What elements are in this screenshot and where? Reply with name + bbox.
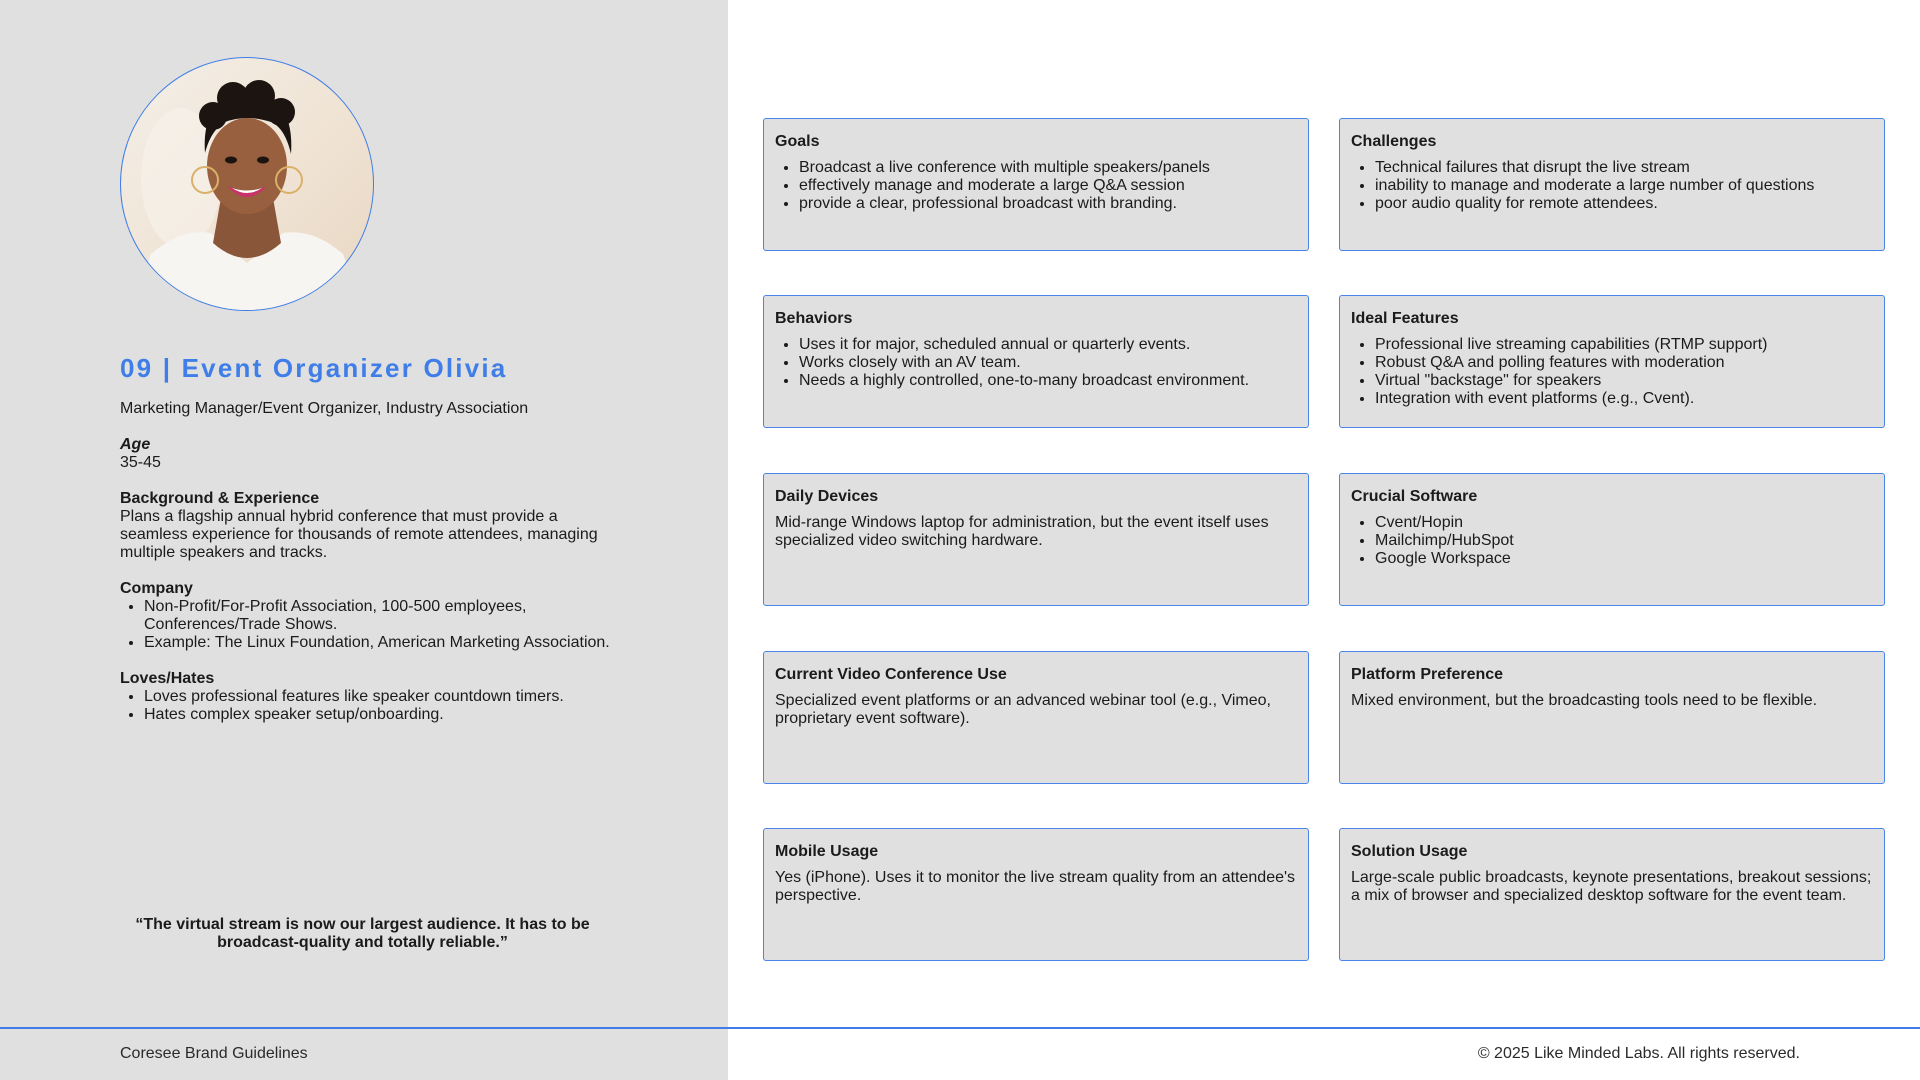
age-value: 35-45 bbox=[120, 454, 161, 471]
persona-details bbox=[120, 400, 610, 742]
card-text: Mixed environment, but the broadcasting tools need to be flexible. bbox=[1351, 692, 1818, 709]
card-title: Platform Preference bbox=[1351, 666, 1504, 683]
list-item: • poor audio quality for remote attendees. bbox=[1375, 195, 1873, 213]
list-item: • Virtual "backstage" for speakers bbox=[1375, 372, 1873, 390]
list-item: • Works closely with an AV team. bbox=[799, 354, 1297, 372]
card-text: Specialized event platforms or an advanced webinar tool (e.g., Vimeo, proprietary event software). bbox=[775, 692, 1271, 727]
footer-divider bbox=[0, 1027, 1920, 1029]
list-item: • Hates complex speaker setup/onboarding. bbox=[144, 706, 610, 724]
loves-hates-section bbox=[120, 670, 610, 724]
list-item: • Loves professional features like speaker countdown timers. bbox=[144, 688, 610, 706]
crucial-software-card bbox=[1339, 473, 1885, 606]
company-label: Company bbox=[120, 580, 193, 597]
card-title: Current Video Conference Use bbox=[775, 666, 1007, 683]
card-title: Solution Usage bbox=[1351, 843, 1468, 860]
company-section bbox=[120, 580, 610, 652]
list-item: • Robust Q&A and polling features with moderation bbox=[1375, 354, 1873, 372]
age-section bbox=[120, 436, 610, 472]
loves-hates-label: Loves/Hates bbox=[120, 670, 215, 687]
goals-list bbox=[775, 159, 1297, 213]
age-label: Age bbox=[120, 436, 151, 453]
challenges-list bbox=[1351, 159, 1873, 213]
mobile-usage-card bbox=[763, 828, 1309, 961]
list-item: • Non-Profit/For-Profit Association, 100-500 employees, Conferences/Trade Shows. bbox=[144, 598, 610, 634]
footer-brand: Coresee Brand Guidelines bbox=[120, 1045, 308, 1062]
current-video-card bbox=[763, 651, 1309, 784]
solution-usage-card bbox=[1339, 828, 1885, 961]
background-label: Background & Experience bbox=[120, 490, 320, 507]
list-item: • effectively manage and moderate a large Q&A session bbox=[799, 177, 1297, 195]
list-item: • Integration with event platforms (e.g., Cvent). bbox=[1375, 390, 1873, 408]
persona-avatar bbox=[120, 57, 374, 311]
card-text: Yes (iPhone). Uses it to monitor the live stream quality from an attendee's perspective. bbox=[775, 869, 1296, 904]
list-item: • Uses it for major, scheduled annual or quarterly events. bbox=[799, 336, 1297, 354]
list-item: • Professional live streaming capabilities (RTMP support) bbox=[1375, 336, 1873, 354]
card-title: Daily Devices bbox=[775, 488, 879, 505]
card-title: Goals bbox=[775, 133, 820, 150]
crucial-software-list bbox=[1351, 514, 1873, 568]
ideal-features-list bbox=[1351, 336, 1873, 408]
card-title: Challenges bbox=[1351, 133, 1437, 150]
daily-devices-card bbox=[763, 473, 1309, 606]
persona-photo-illustration bbox=[121, 58, 373, 310]
background-text: Plans a flagship annual hybrid conference that must provide a seamless experience for thousands of remote attendees, managing multiple speakers and tracks. bbox=[120, 508, 598, 561]
list-item: • Needs a highly controlled, one-to-many broadcast environment. bbox=[799, 372, 1297, 390]
ideal-features-card bbox=[1339, 295, 1885, 428]
card-text: Mid-range Windows laptop for administration, but the event itself uses specialized video switching hardware. bbox=[775, 514, 1269, 549]
list-item: • Cvent/Hopin bbox=[1375, 514, 1873, 532]
loves-hates-list bbox=[120, 688, 610, 724]
persona-role: Marketing Manager/Event Organizer, Industry Association bbox=[120, 400, 529, 417]
footer-copyright: © 2025 Like Minded Labs. All rights reserved. bbox=[1477, 1045, 1800, 1062]
list-item: • Mailchimp/HubSpot bbox=[1375, 532, 1873, 550]
list-item: • Example: The Linux Foundation, American Marketing Association. bbox=[144, 634, 610, 652]
platform-preference-card bbox=[1339, 651, 1885, 784]
list-item: • Broadcast a live conference with multiple speakers/panels bbox=[799, 159, 1297, 177]
card-title: Ideal Features bbox=[1351, 310, 1459, 327]
list-item: • Google Workspace bbox=[1375, 550, 1873, 568]
card-title: Crucial Software bbox=[1351, 488, 1478, 505]
challenges-card bbox=[1339, 118, 1885, 251]
goals-card bbox=[763, 118, 1309, 251]
list-item: • provide a clear, professional broadcast with branding. bbox=[799, 195, 1297, 213]
behaviors-list bbox=[775, 336, 1297, 390]
card-text: Large-scale public broadcasts, keynote presentations, breakout sessions; a mix of browser and specialized desktop software for the event team. bbox=[1351, 869, 1872, 904]
list-item: • Technical failures that disrupt the live stream bbox=[1375, 159, 1873, 177]
card-title: Behaviors bbox=[775, 310, 853, 327]
persona-quote: “The virtual stream is now our largest audience. It has to be broadcast-quality and totally reliable.” bbox=[135, 916, 590, 951]
persona-title: 09 | Event Organizer Olivia bbox=[120, 353, 508, 383]
behaviors-card bbox=[763, 295, 1309, 428]
list-item: • inability to manage and moderate a large number of questions bbox=[1375, 177, 1873, 195]
card-title: Mobile Usage bbox=[775, 843, 879, 860]
background-section bbox=[120, 490, 610, 562]
company-list bbox=[120, 598, 610, 652]
